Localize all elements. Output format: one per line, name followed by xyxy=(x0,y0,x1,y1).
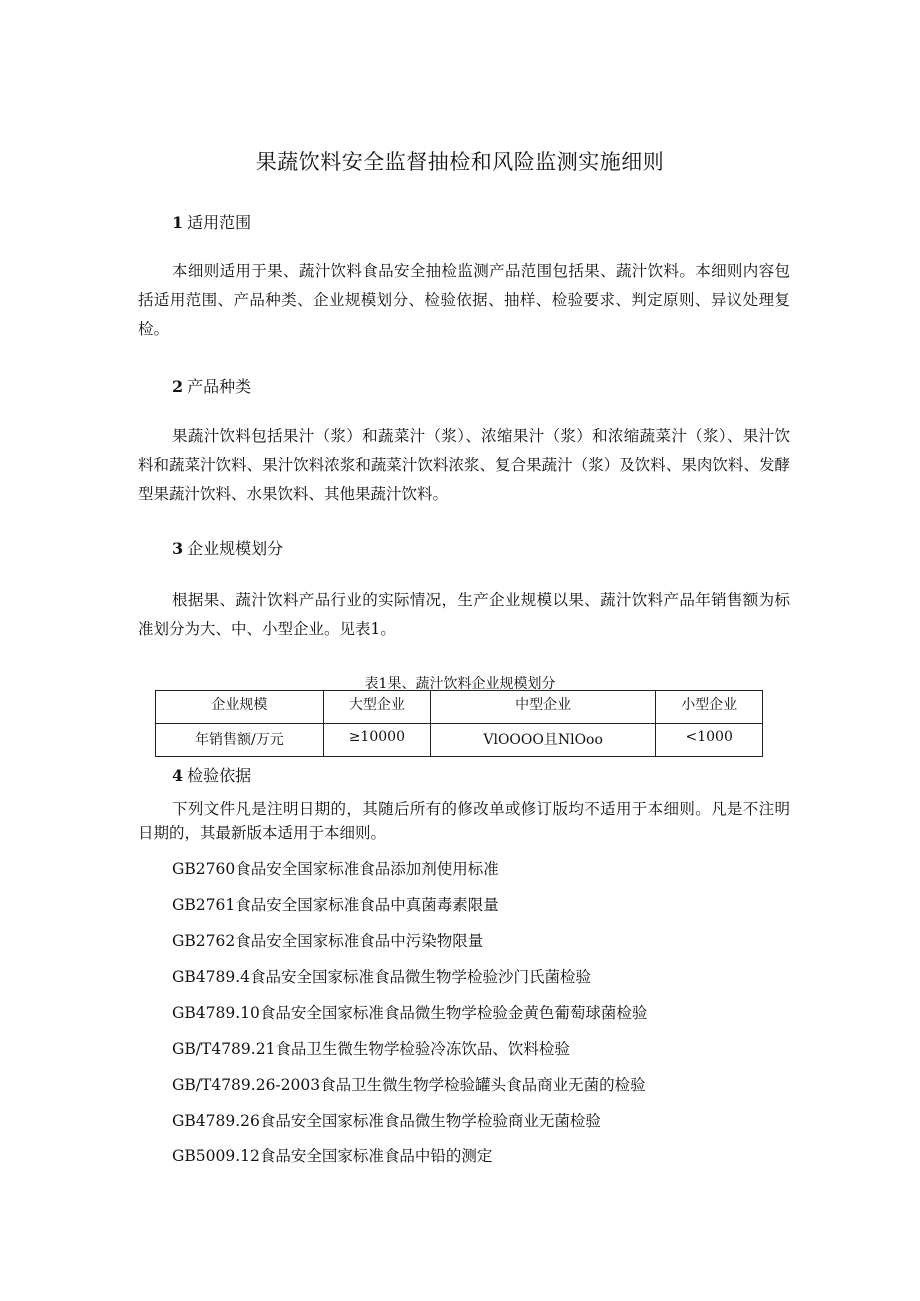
table-cell: ≥10000 xyxy=(323,724,430,757)
standard-item: GB2762食品安全国家标准食品中污染物限量 xyxy=(172,932,484,950)
paragraph-types: 果蔬汁饮料包括果汁（浆）和蔬菜汁（浆）、浓缩果汁（浆）和浓缩蔬菜汁（浆）、果汁饮料和蔬菜汁饮料、果汁饮料浓浆和蔬菜汁饮料浓浆、复合果蔬汁（浆）及饮料、果肉饮料、发酵型果蔬汁饮料、水果饮料、其他果蔬汁饮料。 xyxy=(138,427,790,503)
section-title: 检验依据 xyxy=(187,766,252,785)
standard-item: GB2760食品安全国家标准食品添加剂使用标准 xyxy=(172,860,499,878)
standard-item: GB4789.4食品安全国家标准食品微生物学检验沙门氏菌检验 xyxy=(172,968,592,986)
section-number: 2 xyxy=(172,377,184,396)
section-heading-4 xyxy=(172,763,251,786)
section-title: 产品种类 xyxy=(187,377,252,396)
table-header-cell: 大型企业 xyxy=(323,691,430,724)
table-caption: 表1果、蔬汁饮料企业规模划分 xyxy=(364,676,556,692)
table-cell: <1000 xyxy=(656,724,763,757)
paragraph-scale: 根据果、蔬汁饮料产品行业的实际情况，生产企业规模以果、蔬汁饮料产品年销售额为标准划分为大、中、小型企业。见表1。 xyxy=(138,591,790,638)
paragraph-basis: 下列文件凡是注明日期的，其随后所有的修改单或修订版均不适用于本细则。凡是不注明日期的，其最新版本适用于本细则。 xyxy=(138,800,790,842)
table-cell: VlOOOO且NlOoo xyxy=(430,724,655,757)
table-header-row xyxy=(156,691,763,724)
section-number: 4 xyxy=(172,766,184,785)
standard-item: GB2761食品安全国家标准食品中真菌毒素限量 xyxy=(172,896,499,914)
standard-item: GB4789.26食品安全国家标准食品微生物学检验商业无菌检验 xyxy=(172,1112,601,1130)
document-title: 果蔬饮料安全监督抽检和风险监测实施细则 xyxy=(255,150,665,174)
table-header-cell: 中型企业 xyxy=(430,691,655,724)
paragraph-scope: 本细则适用于果、蔬汁饮料食品安全抽检监测产品范围包括果、蔬汁饮料。本细则内容包括适用范围、产品种类、企业规模划分、检验依据、抽样、检验要求、判定原则、异议处理复检。 xyxy=(138,262,790,338)
table-header-cell: 企业规模 xyxy=(156,691,324,724)
standard-item: GB/T4789.21食品卫生微生物学检验冷冻饮品、饮料检验 xyxy=(172,1040,570,1058)
table-row xyxy=(156,724,763,757)
table-cell: 年销售额/万元 xyxy=(156,724,324,757)
section-title: 适用范围 xyxy=(187,213,252,232)
standard-item: GB/T4789.26-2003食品卫生微生物学检验罐头食品商业无菌的检验 xyxy=(172,1076,646,1094)
section-heading-2 xyxy=(172,374,251,397)
section-number: 3 xyxy=(172,539,184,558)
table-header-cell: 小型企业 xyxy=(656,691,763,724)
standard-item: GB5009.12食品安全国家标准食品中铅的测定 xyxy=(172,1147,493,1165)
section-title: 企业规模划分 xyxy=(187,539,284,558)
section-number: 1 xyxy=(172,213,184,232)
section-heading-3 xyxy=(172,536,283,559)
enterprise-scale-table xyxy=(155,690,763,757)
standard-item: GB4789.10食品安全国家标准食品微生物学检验金黄色葡萄球菌检验 xyxy=(172,1004,648,1022)
section-heading-1 xyxy=(172,210,251,233)
